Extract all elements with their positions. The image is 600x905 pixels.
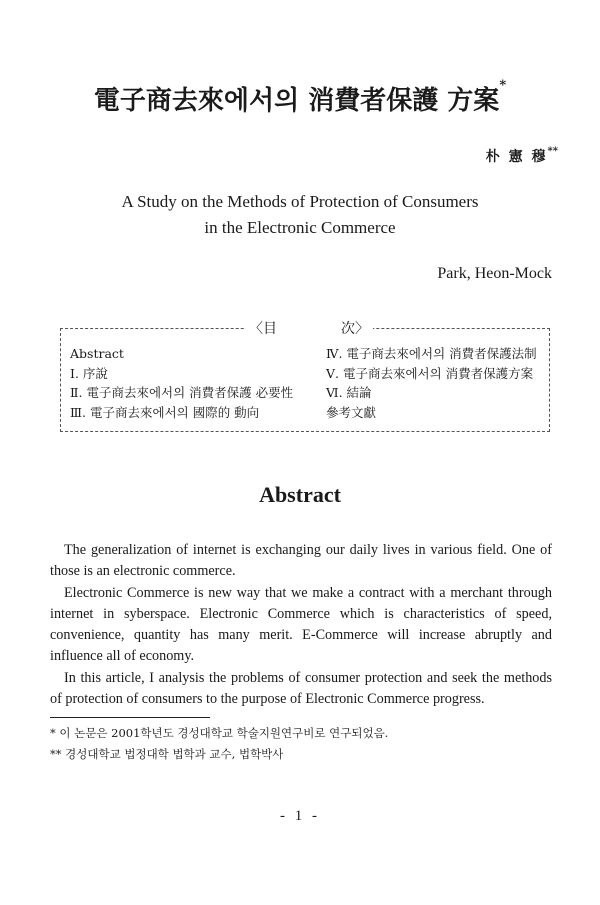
author-name-kr	[486, 146, 558, 166]
toc-right-column	[326, 344, 537, 422]
toc-item: 參考文獻	[326, 404, 377, 420]
author-kr-text: 朴 憲 穆	[485, 149, 548, 165]
toc-item: Ⅵ. 結論	[326, 385, 372, 400]
footnote-1: * 이 논문은 2001학년도 경성대학교 학술지원연구비로 연구되었음.	[50, 726, 389, 740]
author-footnote-mark: **	[547, 146, 558, 157]
footnote-divider	[50, 717, 210, 718]
toc-header-right: 次〉	[341, 321, 369, 337]
title-en-line-1: A Study on the Methods of Protection of Consumers	[121, 192, 479, 211]
abstract-paragraph: Electronic Commerce is new way that we make a contract with a merchant through internet in syberspace. Electronic Commerce which is characteristics of speed, convenience, quantity has many merit. E-Commerce will increase abruptly and influence all of economy.	[50, 584, 552, 665]
abstract-paragraph: The generalization of internet is exchanging our daily lives in various field. One of those is an electronic commerce.	[50, 542, 552, 580]
toc-item: Abstract	[70, 346, 124, 361]
footnote-2: ** 경성대학교 법정대학 법학과 교수, 법학박사	[50, 747, 284, 761]
toc-left-column	[70, 344, 293, 422]
toc-item: Ⅱ. 電子商去來에서의 消費者保護 必要性	[70, 385, 294, 400]
abstract-body	[50, 540, 552, 710]
title-text: 電子商去來에서의 消費者保護 方案	[93, 86, 500, 116]
paper-title-kr	[0, 80, 600, 117]
title-footnote-mark: *	[499, 78, 507, 93]
abstract-paragraph: In this article, I analysis the problems of consumer protection and seek the methods of protection of consumers to the purpose of Electronic Commerce progress.	[50, 669, 552, 708]
abstract-heading: Abstract	[259, 482, 341, 507]
paper-title-en	[0, 189, 600, 241]
toc-header	[245, 318, 373, 338]
page-number: - 1 -	[280, 808, 320, 824]
toc-item: Ⅴ. 電子商去來에서의 消費者保護方案	[326, 365, 534, 381]
toc-item: Ⅲ. 電子商去來에서의 國際的 動向	[70, 404, 260, 420]
title-en-line-2: in the Electronic Commerce	[204, 218, 396, 237]
toc-item: Ⅰ. 序說	[70, 365, 108, 381]
toc-header-left: 〈目	[249, 321, 277, 337]
author-name-en: Park, Heon-Mock	[437, 265, 552, 282]
toc-item: Ⅳ. 電子商去來에서의 消費者保護法制	[326, 346, 537, 361]
